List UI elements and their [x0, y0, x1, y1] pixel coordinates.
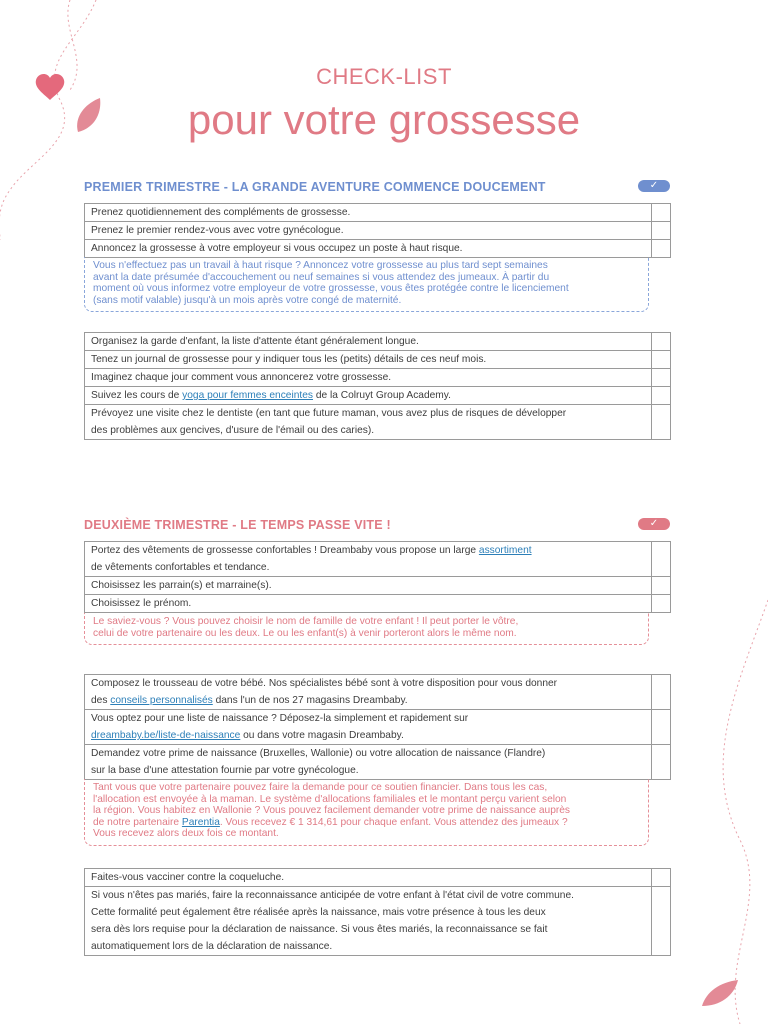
note-line: la région. Vous habitez en Wallonie ? Vous pouvez facilement demander votre prime de naissance auprès — [93, 805, 571, 817]
checkbox[interactable] — [652, 595, 671, 613]
task-line: automatiquement lors de la déclaration de naissance. — [91, 941, 333, 952]
checkbox[interactable] — [652, 222, 671, 240]
table-row — [85, 387, 671, 405]
title-check-list: CHECK-LIST — [316, 64, 452, 89]
table-row — [85, 351, 671, 369]
check-badge-icon: ✓ — [638, 518, 670, 530]
task-text: Prenez quotidiennement des compléments de grossesse. — [85, 204, 652, 222]
note-text-pre: de notre partenaire — [93, 816, 182, 828]
table-row — [85, 204, 671, 222]
checkbox[interactable] — [652, 887, 671, 956]
checkbox[interactable] — [652, 387, 671, 405]
task-text — [85, 405, 652, 440]
table-row — [85, 595, 671, 613]
checkbox[interactable] — [652, 333, 671, 351]
checkbox[interactable] — [652, 710, 671, 745]
checklist-table-2 — [84, 332, 671, 440]
task-line: Demandez votre prime de naissance (Bruxelles, Wallonie) ou votre allocation de naissance (Flandre) — [91, 748, 546, 759]
dotted-vine-right — [723, 600, 768, 1024]
checklist-table-3 — [84, 541, 671, 613]
checklist-table-4 — [84, 674, 671, 780]
table-row — [85, 222, 671, 240]
checkbox[interactable] — [652, 745, 671, 780]
table-row — [85, 542, 671, 577]
task-text-pre: Suivez les cours de — [91, 390, 183, 401]
task-text — [85, 675, 652, 710]
task-text-pre: des — [91, 695, 111, 706]
task-text: Imaginez chaque jour comment vous annoncerez votre grossesse. — [85, 369, 652, 387]
link-liste-naissance[interactable]: dreambaby.be/liste-de-naissance — [91, 730, 241, 741]
info-note-allocation — [84, 779, 649, 846]
note-line: avant la date présumée d'accouchement ou neuf semaines si vous attendez des jumeaux. À partir du — [93, 271, 550, 283]
task-text-post: de la Colruyt Group Academy. — [312, 390, 451, 401]
table-row — [85, 869, 671, 887]
task-text: Tenez un journal de grossesse pour y indiquer tous les (petits) détails de ces neuf mois. — [85, 351, 652, 369]
note-line: celui de votre partenaire ou les deux. Le ou les enfant(s) à venir porteront alors le même nom. — [93, 627, 517, 639]
note-line: (sans motif valable) jusqu'à un mois après votre congé de maternité. — [93, 294, 402, 306]
check-badge-icon: ✓ — [638, 180, 670, 192]
table-row — [85, 240, 671, 258]
task-text: Choisissez le prénom. — [85, 595, 652, 613]
table-row — [85, 369, 671, 387]
task-line: de vêtements confortables et tendance. — [91, 562, 270, 573]
table-row — [85, 745, 671, 780]
checkbox[interactable] — [652, 577, 671, 595]
task-text-post: ou dans votre magasin Dreambaby. — [240, 730, 404, 741]
table-row — [85, 887, 671, 956]
link-parentia[interactable]: Parentia — [181, 816, 220, 828]
checkbox[interactable] — [652, 204, 671, 222]
checklist-table-5 — [84, 868, 671, 956]
section-header-trimestre-1 — [84, 180, 670, 200]
task-text — [85, 387, 652, 405]
task-text: Organisez la garde d'enfant, la liste d'attente étant généralement longue. — [85, 333, 652, 351]
table-row — [85, 710, 671, 745]
checkbox[interactable] — [652, 405, 671, 440]
task-line: Cette formalité peut également être réalisée après la naissance, mais votre présence à tous les deux — [91, 907, 546, 918]
checklist-table-1 — [84, 203, 671, 258]
task-line: des problèmes aux gencives, d'usure de l'émail ou des caries). — [91, 425, 375, 436]
table-row — [85, 405, 671, 440]
note-line: l'allocation est envoyée à la maman. Le système d'allocations familiales et le montant perçu varient selon — [93, 793, 567, 805]
section-title-trimestre-1: PREMIER TRIMESTRE - LA GRANDE AVENTURE COMMENCE DOUCEMENT — [84, 180, 546, 194]
link-assortiment[interactable]: assortiment — [478, 545, 532, 556]
link-conseils[interactable]: conseils personnalisés — [110, 695, 213, 706]
task-text: Prenez le premier rendez-vous avec votre gynécologue. — [85, 222, 652, 240]
checkbox[interactable] — [652, 675, 671, 710]
info-note-travail — [84, 257, 649, 312]
note-text-post: . Vous recevez € 1 314,61 pour chaque enfant. Vous attendez des jumeaux ? — [219, 816, 568, 828]
task-line: sera dès lors requise pour la déclaration de naissance. Si vous êtes mariés, la reconnaissance se fait — [91, 924, 548, 935]
task-line: Vous optez pour une liste de naissance ? Déposez-la simplement et rapidement sur — [91, 713, 469, 724]
checkbox[interactable] — [652, 351, 671, 369]
task-line: Composez le trousseau de votre bébé. Nos spécialistes bébé sont à votre disposition pour vous donner — [91, 678, 558, 689]
section-header-trimestre-2 — [84, 518, 670, 538]
leaf-icon-bottom — [702, 980, 738, 1006]
task-text — [85, 542, 652, 577]
task-line: Prévoyez une visite chez le dentiste (en tant que future maman, vous avez plus de risques de développer — [91, 408, 567, 419]
task-text: Faites-vous vacciner contre la coqueluche. — [85, 869, 652, 887]
task-text — [85, 745, 652, 780]
task-text: Annoncez la grossesse à votre employeur si vous occupez un poste à haut risque. — [85, 240, 652, 258]
table-row — [85, 333, 671, 351]
task-line: sur la base d'une attestation fournie par votre gynécologue. — [91, 765, 359, 776]
note-line: Tant vous que votre partenaire pouvez faire la demande pour ce soutien financier. Dans tous les cas, — [93, 782, 548, 793]
note-line: moment où vous informez votre employeur de votre grossesse, vous êtes protégée contre le licenciement — [93, 283, 569, 295]
checkbox[interactable] — [652, 869, 671, 887]
task-line: Si vous n'êtes pas mariés, faire la reconnaissance anticipée de votre enfant à l'état civil de votre commune. — [91, 890, 574, 901]
note-line: Vous n'effectuez pas un travail à haut risque ? Annoncez votre grossesse au plus tard sept semaines — [93, 260, 548, 271]
task-text-pre: Portez des vêtements de grossesse confortables ! Dreambaby vous propose un large — [91, 545, 479, 556]
section-title-trimestre-2: DEUXIÈME TRIMESTRE - LE TEMPS PASSE VITE ! — [84, 518, 391, 532]
checkbox[interactable] — [652, 240, 671, 258]
note-line — [93, 817, 648, 829]
checkbox[interactable] — [652, 542, 671, 577]
note-line: Vous recevez alors deux fois ce montant. — [93, 828, 279, 840]
table-row — [85, 577, 671, 595]
note-line: Le saviez-vous ? Vous pouvez choisir le nom de famille de votre enfant ! Il peut porter le vôtre, — [93, 616, 519, 627]
link-yoga[interactable]: yoga pour femmes enceintes — [182, 390, 313, 401]
table-row — [85, 675, 671, 710]
task-text — [85, 887, 652, 956]
task-text — [85, 710, 652, 745]
title-pour-votre-grossesse: pour votre grossesse — [187, 96, 581, 143]
info-note-nom — [84, 613, 649, 645]
task-text-post: dans l'un de nos 27 magasins Dreambaby. — [212, 695, 408, 706]
checkbox[interactable] — [652, 369, 671, 387]
task-text: Choisissez les parrain(s) et marraine(s). — [85, 577, 652, 595]
